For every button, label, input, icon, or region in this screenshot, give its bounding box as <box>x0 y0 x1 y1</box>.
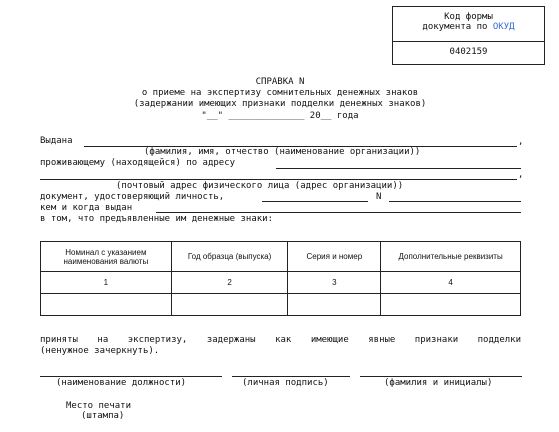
okud-link[interactable]: ОКУД <box>492 22 515 32</box>
issued-hint: (фамилия, имя, отчество (наименование организации)) <box>144 147 421 157</box>
certificate-date-line: "__" ______________ 20__ года <box>201 111 359 121</box>
okud-title-line1: Код формы <box>444 12 493 22</box>
issued-comma: , <box>518 137 524 147</box>
okud-code: 0402159 <box>449 47 488 57</box>
table-cell[interactable] <box>381 294 521 316</box>
address-field-2[interactable] <box>40 179 517 180</box>
strike-note: (ненужное зачеркнуть). <box>40 346 160 356</box>
okud-title <box>393 12 544 32</box>
table-col-number: 2 <box>171 272 288 294</box>
name-signature-line[interactable] <box>360 376 522 377</box>
signature-hint: (личная подпись) <box>242 378 329 388</box>
stamp-place-label: Место печати <box>66 401 132 411</box>
position-hint: (наименование должности) <box>56 378 187 388</box>
table-col-number: 1 <box>41 272 172 294</box>
okud-code-box <box>392 6 545 65</box>
banknotes-table <box>40 241 521 316</box>
certificate-subtitle-2: (задержании имеющих признаки подделки денежных знаков) <box>133 99 427 109</box>
table-header-year: Год образца (выпуска) <box>171 242 288 272</box>
document-field[interactable] <box>262 201 368 202</box>
document-label: документ, удостоверяющий личность, <box>40 192 225 202</box>
okud-divider <box>393 41 544 42</box>
certify-text: в том, что предъявленные им денежные знаки: <box>40 214 273 224</box>
issued-by-field[interactable] <box>156 212 521 213</box>
residing-label: проживающему (находящейся) по адресу <box>40 158 236 168</box>
okud-title-line2: документа по <box>422 22 488 32</box>
certificate-title: СПРАВКА N <box>255 77 305 87</box>
table-col-number: 3 <box>288 272 381 294</box>
accepted-text: приняты на экспертизу, задержаны как имеющие явные признаки подделки <box>40 335 521 345</box>
position-signature-line[interactable] <box>40 376 222 377</box>
document-number-field[interactable] <box>389 201 521 202</box>
address-field-1[interactable] <box>276 168 521 169</box>
table-col-number: 4 <box>381 272 521 294</box>
table-cell[interactable] <box>41 294 172 316</box>
table-row <box>41 294 521 316</box>
table-number-row <box>41 272 521 294</box>
table-header-extra: Дополнительные реквизиты <box>381 242 521 272</box>
number-label: N <box>376 192 382 202</box>
address-hint: (почтовый адрес физического лица (адрес организации)) <box>116 181 404 191</box>
address-comma: , <box>518 170 524 180</box>
table-header-series: Серия и номер <box>288 242 381 272</box>
table-cell[interactable] <box>288 294 381 316</box>
stamp-hint: (штампа) <box>81 411 125 421</box>
table-header-denomination: Номинал с указанием наименования валюты <box>41 242 172 272</box>
name-hint: (фамилия и инициалы) <box>384 378 493 388</box>
table-cell[interactable] <box>171 294 288 316</box>
issued-label: Выдана <box>40 136 73 146</box>
table-header-row <box>41 242 521 272</box>
issued-by-label: кем и когда выдан <box>40 203 133 213</box>
certificate-subtitle-1: о приеме на экспертизу сомнительных денежных знаков <box>141 88 419 98</box>
signature-line[interactable] <box>232 376 350 377</box>
